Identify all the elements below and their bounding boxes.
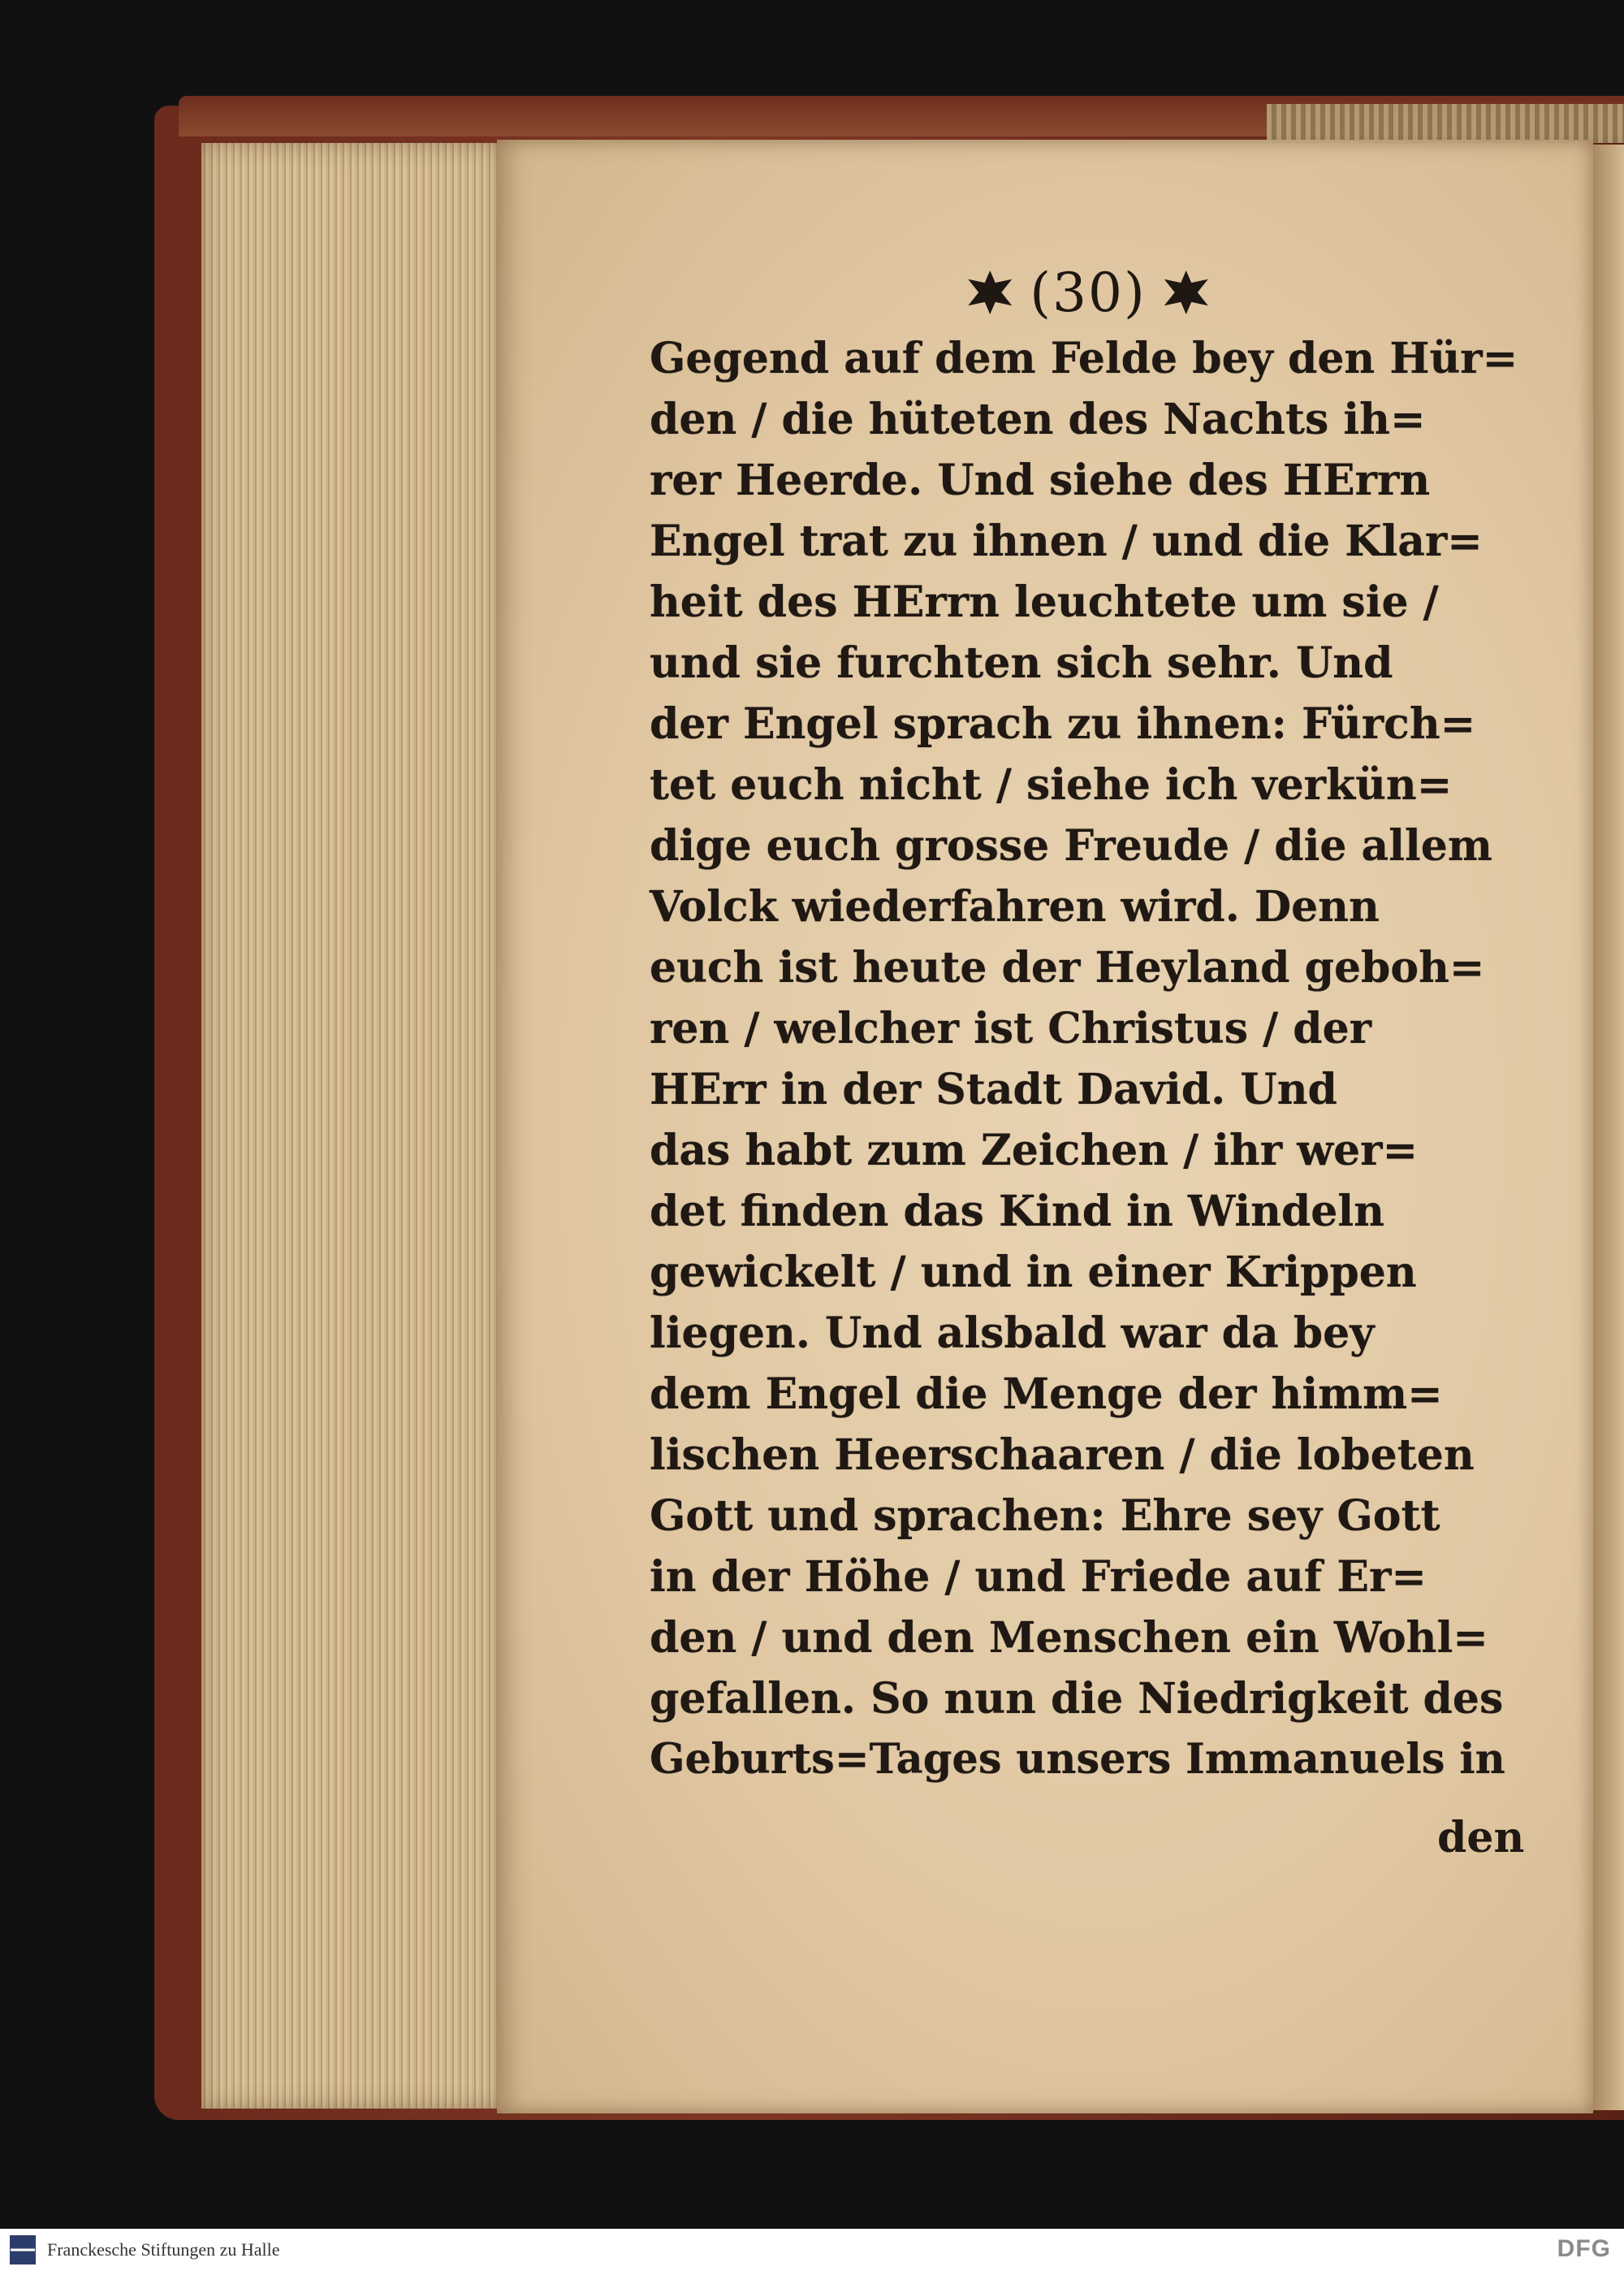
text-line: rer Heerde. Und siehe des HErrn <box>650 456 1431 505</box>
text-line: Gott und sprachen: Ehre sey Gott <box>650 1491 1440 1541</box>
text-line: Gegend auf dem Felde bey den Hür= <box>650 334 1518 383</box>
institution-name: Franckesche Stiftungen zu Halle <box>47 2239 280 2260</box>
text-line: das habt zum Zeichen / ihr wer= <box>650 1126 1419 1175</box>
institution-logo-icon <box>10 2235 36 2265</box>
text-line: Engel trat zu ihnen / und die Klar= <box>650 517 1483 566</box>
text-line: Geburts=Tages unsers Immanuels in <box>650 1735 1505 1784</box>
text-line: liegen. Und alsbald war da bey <box>650 1309 1375 1358</box>
text-line: det finden das Kind in Windeln <box>650 1187 1384 1236</box>
page-number-header <box>934 260 1242 325</box>
text-line: den / und den Menschen ein Wohl= <box>650 1613 1488 1663</box>
text-line: tet euch nicht / siehe ich verkün= <box>650 760 1453 810</box>
page-number: (30) <box>1030 261 1147 324</box>
text-line: HErr in der Stadt David. Und <box>650 1065 1337 1114</box>
text-line: dem Engel die Menge der himm= <box>650 1369 1443 1419</box>
page-edges <box>201 143 503 2109</box>
catchword: den <box>1437 1813 1525 1862</box>
text-line: gewickelt / und in einer Krippen <box>650 1248 1417 1297</box>
facing-page-edge <box>1593 145 1624 2110</box>
ornament-right-icon <box>1164 270 1208 314</box>
text-line: ren / welcher ist Christus / der <box>650 1004 1372 1053</box>
footer-bar <box>0 2229 1624 2271</box>
text-line: Volck wiederfahren wird. Denn <box>650 882 1380 932</box>
text-line: euch ist heute der Heyland geboh= <box>650 943 1485 993</box>
text-line: und sie furchten sich sehr. Und <box>650 638 1393 688</box>
headband <box>1267 104 1624 143</box>
text-line: heit des HErrn leuchtete um sie / <box>650 577 1439 627</box>
text-line: gefallen. So nun die Niedrigkeit des <box>650 1674 1504 1724</box>
text-line: den / die hüteten des Nachts ih= <box>650 395 1426 444</box>
text-line: lischen Heerschaaren / die lobeten <box>650 1430 1475 1480</box>
text-line: der Engel sprach zu ihnen: Fürch= <box>650 699 1476 749</box>
ornament-left-icon <box>968 270 1012 314</box>
text-line: in der Höhe / und Friede auf Er= <box>650 1552 1427 1602</box>
dfg-logo: DFG <box>1557 2235 1611 2262</box>
text-line: dige euch grosse Freude / die allem <box>650 821 1492 871</box>
page-text <box>650 328 1518 1790</box>
